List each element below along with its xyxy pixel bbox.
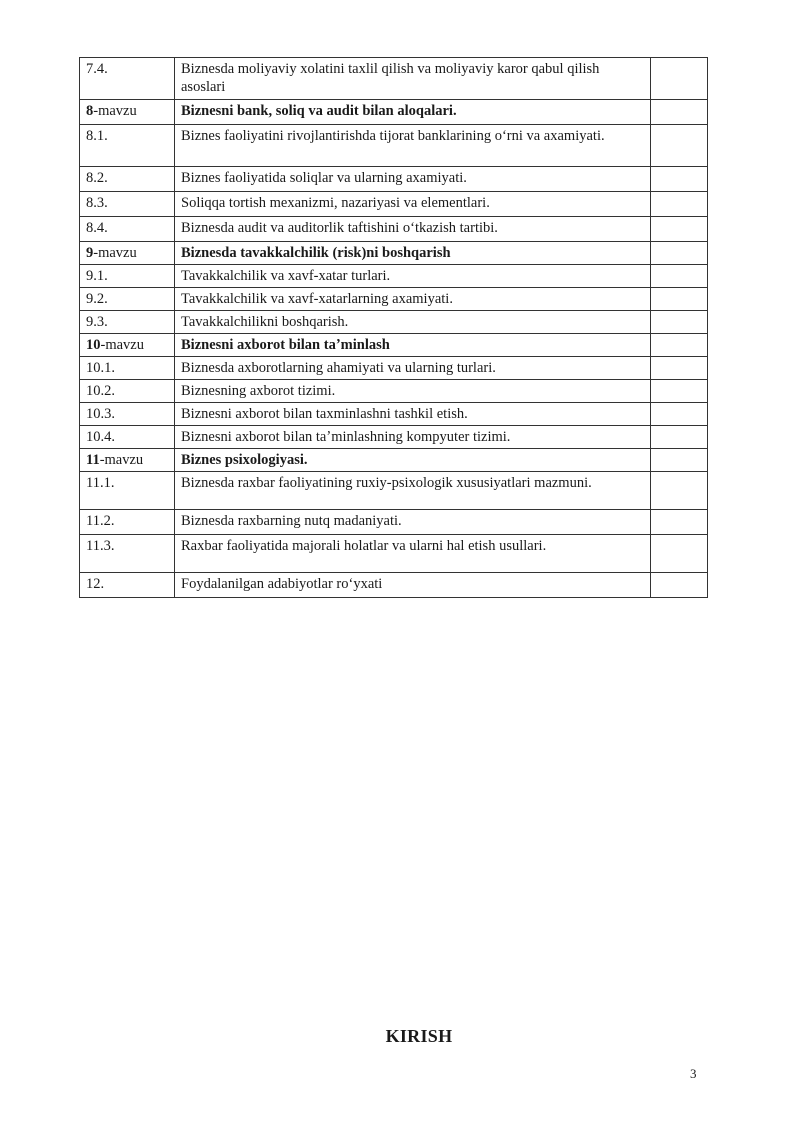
toc-title: Foydalanilgan adabiyotlar roʻyxati — [175, 573, 651, 598]
toc-title: Biznesda audit va auditorlik taftishini oʻtkazish tartibi. — [175, 217, 651, 242]
toc-title: Biznesni axborot bilan taxminlashni tashkil etish. — [175, 403, 651, 426]
toc-row — [80, 472, 708, 510]
toc-number: 11.1. — [80, 472, 175, 510]
toc-page — [651, 100, 708, 125]
toc-title: Raxbar faoliyatida majorali holatlar va ularni hal etish usullari. — [175, 535, 651, 573]
section-heading: KIRISH — [385, 1026, 453, 1046]
toc-page — [651, 535, 708, 573]
toc-row — [80, 192, 708, 217]
toc-topic-row — [80, 334, 708, 357]
toc-number: 8.3. — [80, 192, 175, 217]
toc-number: 12. — [80, 573, 175, 598]
toc-title: Biznesni axborot bilan taʼminlashning kompyuter tizimi. — [175, 426, 651, 449]
toc-title: Biznesda raxbarning nutq madaniyati. — [175, 510, 651, 535]
toc-number: 10.2. — [80, 380, 175, 403]
toc-topic-number: 8-mavzu — [80, 100, 175, 125]
toc-number: 8.2. — [80, 167, 175, 192]
toc-number: 8.1. — [80, 125, 175, 167]
toc-topic-row — [80, 100, 708, 125]
toc-page — [651, 380, 708, 403]
toc-title: Tavakkalchilik va xavf-xatarlarning axamiyati. — [175, 288, 651, 311]
toc-title: Biznes faoliyatida soliqlar va ularning axamiyati. — [175, 167, 651, 192]
toc-row — [80, 288, 708, 311]
toc-number: 9.3. — [80, 311, 175, 334]
toc-page — [651, 449, 708, 472]
toc-row — [80, 58, 708, 100]
toc-topic-title: Biznesda tavakkalchilik (risk)ni boshqarish — [175, 242, 651, 265]
toc-page — [651, 58, 708, 100]
toc-row — [80, 426, 708, 449]
toc-number: 9.1. — [80, 265, 175, 288]
toc-page — [651, 167, 708, 192]
toc-row — [80, 510, 708, 535]
toc-topic-title: Biznesni bank, soliq va audit bilan aloqalari. — [175, 100, 651, 125]
toc-number: 11.2. — [80, 510, 175, 535]
toc-topic-number: 11-mavzu — [80, 449, 175, 472]
toc-page — [651, 357, 708, 380]
toc-page — [651, 311, 708, 334]
toc-row — [80, 265, 708, 288]
toc-topic-title: Biznes psixologiyasi. — [175, 449, 651, 472]
toc-page — [651, 472, 708, 510]
toc-page — [651, 288, 708, 311]
toc-number: 10.1. — [80, 357, 175, 380]
toc-topic-row — [80, 449, 708, 472]
toc-row — [80, 380, 708, 403]
toc-title: Biznesning axborot tizimi. — [175, 380, 651, 403]
toc-number: 9.2. — [80, 288, 175, 311]
toc-row — [80, 535, 708, 573]
toc-page — [651, 265, 708, 288]
toc-row — [80, 217, 708, 242]
toc-number: 10.4. — [80, 426, 175, 449]
toc-title: Tavakkalchilikni boshqarish. — [175, 311, 651, 334]
toc-row — [80, 357, 708, 380]
toc-topic-title: Biznesni axborot bilan taʼminlash — [175, 334, 651, 357]
toc-title: Biznesda axborotlarning ahamiyati va ularning turlari. — [175, 357, 651, 380]
toc-row — [80, 311, 708, 334]
toc-row — [80, 167, 708, 192]
toc-page — [651, 192, 708, 217]
toc-title: Biznesda raxbar faoliyatining ruxiy-psixologik xususiyatlari mazmuni. — [175, 472, 651, 510]
toc-number: 8.4. — [80, 217, 175, 242]
toc-row — [80, 573, 708, 598]
toc-page — [651, 403, 708, 426]
table-of-contents — [79, 57, 708, 598]
toc-page — [651, 125, 708, 167]
page-number: 3 — [690, 1066, 697, 1081]
toc-topic-row — [80, 242, 708, 265]
toc-row — [80, 125, 708, 167]
toc-number: 11.3. — [80, 535, 175, 573]
toc-topic-number: 10-mavzu — [80, 334, 175, 357]
toc-row — [80, 403, 708, 426]
toc-title: Biznes faoliyatini rivojlantirishda tijorat banklarining oʻrni va axamiyati. — [175, 125, 651, 167]
toc-title: Soliqqa tortish mexanizmi, nazariyasi va elementlari. — [175, 192, 651, 217]
toc-topic-number: 9-mavzu — [80, 242, 175, 265]
toc-page — [651, 426, 708, 449]
toc-page — [651, 510, 708, 535]
toc-page — [651, 217, 708, 242]
toc-page — [651, 242, 708, 265]
toc-number: 10.3. — [80, 403, 175, 426]
toc-title: Tavakkalchilik va xavf-xatar turlari. — [175, 265, 651, 288]
toc-title: Biznesda moliyaviy xolatini taxlil qilish va moliyaviy karor qabul qilish asoslari — [175, 58, 651, 100]
toc-number: 7.4. — [80, 58, 175, 100]
toc-page — [651, 334, 708, 357]
toc-page — [651, 573, 708, 598]
